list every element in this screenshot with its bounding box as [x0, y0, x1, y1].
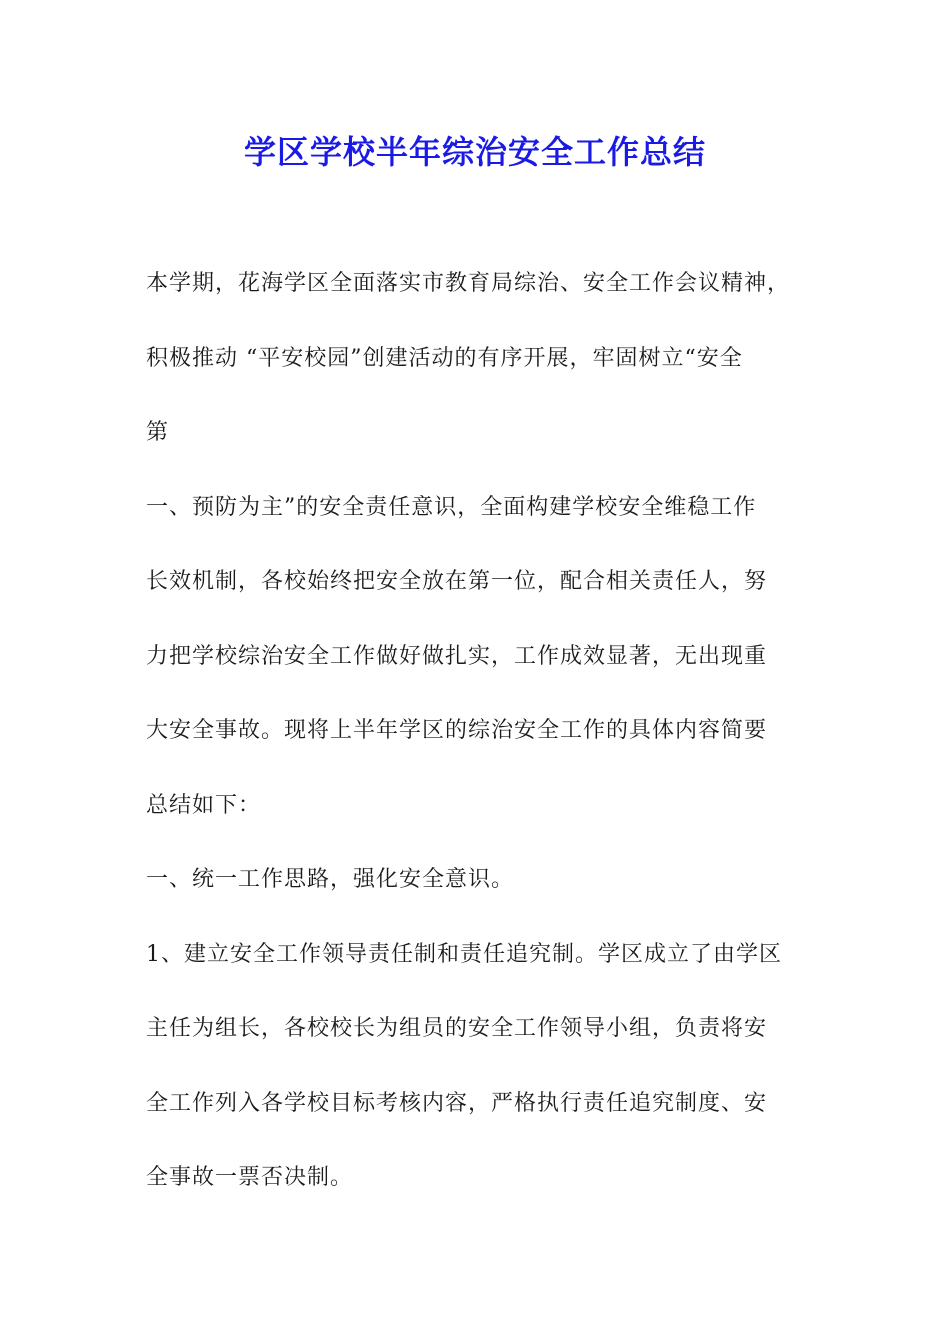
paragraph-line: 总结如下：: [146, 792, 262, 818]
paragraph-line: 全事故一票否决制。: [146, 1165, 354, 1190]
document-body: [146, 262, 826, 1231]
paragraph-line: 大安全事故。现将上半年学区的综治安全工作的具体内容简要: [146, 718, 768, 743]
paragraph-line: 本学期，花海学区全面落实市教育局综治、安全工作会议精神，: [146, 271, 791, 296]
paragraph-line: 力把学校综治安全工作做好做扎实，工作成效显著，无出现重: [146, 643, 768, 669]
paragraph-line: 第: [146, 420, 170, 445]
paragraph-line: 一、预防为主”的安全责任意识，全面构建学校安全维稳工作: [146, 494, 757, 520]
paragraph-line: 长效机制，各校始终把安全放在第一位，配合相关责任人，努: [146, 569, 768, 594]
paragraph-line: 主任为组长，各校校长为组员的安全工作领导小组，负责将安: [146, 1016, 768, 1041]
paragraph-line: 全工作列入各学校目标考核内容，严格执行责任追究制度、安: [146, 1090, 768, 1116]
section-heading: 一、统一工作思路，强化安全意识。: [146, 867, 515, 892]
paragraph-line: 1、建立安全工作领导责任制和责任追究制。学区成立了由学区: [146, 941, 782, 967]
document-title: 学区学校半年综治安全工作总结: [243, 133, 706, 171]
paragraph-line: 积极推动 “平安校园”创建活动的有序开展，牢固树立“安全: [146, 345, 743, 371]
